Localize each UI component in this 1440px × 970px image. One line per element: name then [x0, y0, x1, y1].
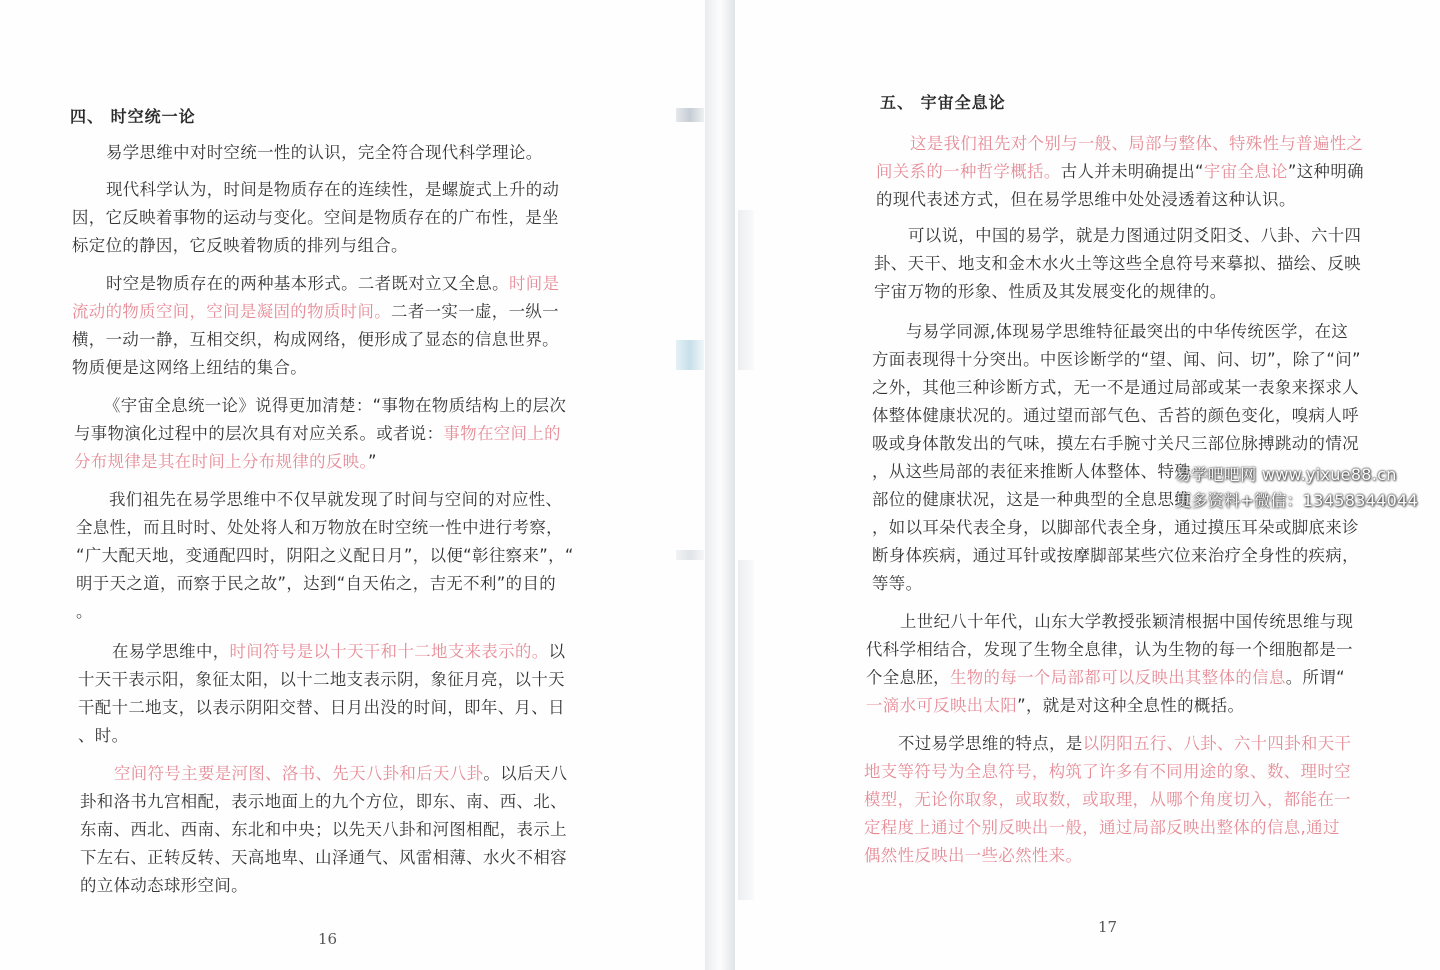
highlighted-text: 空间符号主要是河图、洛书、先天八卦和后天八卦: [114, 764, 484, 783]
text-line: [80, 872, 567, 900]
highlighted-text: 时间是: [508, 274, 560, 293]
highlighted-text: 生物的每一个局部都可以反映出其整体的信息: [949, 668, 1286, 687]
body-text: 全息性，而且时时、处处将人和万物放在时空统一性中进行考察，: [76, 518, 563, 537]
paragraph: [72, 176, 559, 260]
body-text: 体整体健康状况的。通过望而部气色、舌苔的颜色变化，嗅病人呼: [872, 406, 1359, 425]
text-line: [876, 158, 1364, 186]
paragraph: [80, 760, 567, 900]
body-text: 代科学相结合，发现了生物全息律，认为生物的每一个细胞都是一: [866, 640, 1353, 659]
text-line: [866, 636, 1353, 664]
body-text: ”: [368, 452, 377, 471]
highlighted-text: 这是我们祖先对个别与一般、局部与整体、特殊性与普遍性之: [910, 134, 1364, 153]
text-line: [872, 570, 1361, 598]
text-line: [80, 788, 567, 816]
text-line: [872, 430, 1361, 458]
text-line: [72, 298, 559, 326]
body-text: 。: [76, 602, 93, 621]
paragraph: [106, 139, 543, 167]
body-text: 下左右、正转反转、天高地卑、山泽通气、风雷相薄、水火不相容: [80, 848, 567, 867]
body-text: 十天干表示阳，象征太阳，以十二地支表示阴，象征月亮，以十天: [78, 670, 565, 689]
highlighted-text: 时间符号是以十天干和十二地支来表示的。: [229, 642, 549, 661]
text-line: [72, 270, 559, 298]
text-line: [872, 346, 1361, 374]
paragraph: [872, 318, 1361, 598]
text-line: [866, 608, 1353, 636]
text-line: [80, 816, 567, 844]
text-line: [78, 666, 565, 694]
body-text: 个全息胚，: [866, 668, 950, 687]
gutter-scan-mark: [676, 340, 704, 370]
body-text: 二者一实一虚，一纵一: [391, 302, 559, 321]
paragraph: [72, 270, 559, 382]
paragraph: [76, 486, 574, 626]
text-line: [76, 570, 574, 598]
highlighted-text: 一滴水可反映出太阳: [866, 696, 1018, 715]
highlighted-text: 模型，无论你取象，或取数，或取理，从哪个角度切入，都能在一: [864, 790, 1351, 809]
text-line: [80, 844, 567, 872]
page-edge-shadow: [738, 560, 754, 900]
text-line: [864, 814, 1351, 842]
body-text: 方面表现得十分突出。中医诊断学的“望、闻、问、切”，除了“问”: [872, 350, 1361, 369]
paragraph: [74, 392, 566, 476]
body-text: 的立体动态球形空间。: [80, 876, 248, 895]
body-text: 横，一动一静，互相交织，构成网络，便形成了显态的信息世界。: [72, 330, 559, 349]
body-text: 吸或身体散发出的气味，摸左右手腕寸关尺三部位脉搏跳动的情况: [872, 434, 1359, 453]
body-text: 、时。: [78, 726, 129, 745]
body-text: 标定位的静因，它反映着物质的排列与组合。: [72, 236, 408, 255]
text-line: [72, 354, 559, 382]
body-text: 与易学同源,体现易学思维特征最突出的中华传统医学，在这: [906, 322, 1349, 341]
text-line: [864, 730, 1351, 758]
body-text: 。所谓“: [1285, 668, 1346, 687]
body-text: 东南、西北、西南、东北和中央；以先天八卦和河图相配，表示上: [80, 820, 567, 839]
highlighted-text: 定程度上通过个别反映出一般，通过局部反映出整体的信息,通过: [864, 818, 1340, 837]
text-line: [874, 278, 1361, 306]
highlighted-text: 偶然性反映出一些必然性来。: [864, 846, 1083, 865]
text-line: [76, 486, 574, 514]
text-line: [866, 664, 1353, 692]
text-line: [874, 222, 1361, 250]
text-line: [74, 448, 566, 476]
body-text: 易学思维中对时空统一性的认识，完全符合现代科学理论。: [106, 143, 543, 162]
body-text: 与事物演化过程中的层次具有对应关系。或者说：: [74, 424, 444, 443]
body-text: 等等。: [872, 574, 923, 593]
text-line: [72, 176, 559, 204]
body-text: ”这种明确: [1287, 162, 1364, 181]
body-text: 物质便是这网络上纽结的集合。: [72, 358, 308, 377]
paragraph: [864, 730, 1351, 870]
highlighted-text: 间关系的一种哲学概括。: [876, 162, 1061, 181]
page-number-left: 16: [318, 930, 338, 948]
body-text: 。以后天八: [483, 764, 568, 783]
text-line: [866, 692, 1353, 720]
text-line: [864, 842, 1351, 870]
body-text: 时空是物质存在的两种基本形式。二者既对立又全息。: [106, 274, 509, 293]
text-line: [872, 542, 1361, 570]
highlighted-text: 地支等符号为全息符号，构筑了许多有不同用途的象、数、理时空: [864, 762, 1351, 781]
highlighted-text: 宇宙全息论: [1203, 162, 1288, 181]
body-text: ”，就是对这种全息性的概括。: [1017, 696, 1245, 715]
text-line: [74, 420, 566, 448]
text-line: [74, 392, 566, 420]
body-text: 因，它反映着事物的运动与变化。空间是物质存在的广布性，是坐: [72, 208, 559, 227]
body-text: 明于天之道，而察于民之故”，达到“自天佑之，吉无不利”的目的: [76, 574, 557, 593]
body-text: “广大配天地，变通配四时，阴阳之义配日月”，以便“彰往察来”，“: [76, 546, 574, 565]
body-text: 古人并未明确提出“: [1060, 162, 1204, 181]
body-text: 宇宙万物的形象、性质及其发展变化的规律的。: [874, 282, 1227, 301]
text-line: [876, 186, 1364, 214]
text-line: [872, 402, 1361, 430]
text-line: [78, 722, 565, 750]
text-line: [872, 318, 1361, 346]
text-line: [864, 786, 1351, 814]
body-text: ，如以耳朵代表全身，以脚部代表全身，通过摸压耳朵或脚底来诊: [872, 518, 1359, 537]
text-line: [864, 758, 1351, 786]
page-number-right: 17: [1098, 918, 1118, 936]
text-line: [72, 232, 559, 260]
body-text: 《宇宙全息统一论》说得更加清楚：“事物在物质结构上的层次: [104, 396, 567, 415]
paragraph: [874, 222, 1361, 306]
paragraph: [78, 638, 565, 750]
watermark-contact: 更多资料+微信：13458344044: [1175, 491, 1419, 510]
highlighted-text: 分布规律是其在时间上分布规律的反映。: [74, 452, 369, 471]
section-heading-spacetime: 四、 时空统一论: [70, 107, 196, 126]
body-text: 上世纪八十年代，山东大学教授张颖清根据中国传统思维与现: [900, 612, 1354, 631]
gutter-scan-mark: [676, 550, 704, 560]
text-line: [72, 204, 559, 232]
body-text: 断身体疾病，通过耳针或按摩脚部某些穴位来治疗全身性的疾病，: [872, 546, 1359, 565]
watermark-site: 易学吧吧网 www.yixue88.cn: [1175, 465, 1397, 484]
body-text: 在易学思维中，: [112, 642, 230, 661]
gutter-scan-mark: [676, 108, 704, 122]
body-text: 干配十二地支，以表示阴阳交替、日月出没的时间，即年、月、日: [78, 698, 565, 717]
page-edge-shadow: [738, 210, 754, 370]
paragraph: [866, 608, 1353, 720]
text-line: [80, 760, 567, 788]
highlighted-text: 事物在空间上的: [443, 424, 561, 443]
text-line: [76, 514, 574, 542]
text-line: [872, 514, 1361, 542]
body-text: 部位的健康状况，这是一种典型的全息思维: [872, 490, 1192, 509]
text-line: [106, 139, 543, 167]
text-line: [76, 598, 574, 626]
body-text: 我们祖先在易学思维中不仅早就发现了时间与空间的对应性、: [109, 490, 563, 509]
text-line: [76, 542, 574, 570]
body-text: 不过易学思维的特点，是: [898, 734, 1083, 753]
paragraph: [876, 130, 1364, 214]
text-line: [72, 326, 559, 354]
text-line: [876, 130, 1364, 158]
text-line: [78, 694, 565, 722]
book-gutter: [705, 0, 735, 970]
body-text: 可以说，中国的易学，就是力图通过阴爻阳爻、八卦、六十四: [908, 226, 1362, 245]
section-heading-holographic: 五、 宇宙全息论: [880, 93, 1006, 112]
body-text: 现代科学认为，时间是物质存在的连续性，是螺旋式上升的动: [106, 180, 560, 199]
text-line: [78, 638, 565, 666]
highlighted-text: 以阴阳五行、八卦、六十四卦和天干: [1082, 734, 1352, 753]
text-line: [874, 250, 1361, 278]
body-text: ，从这些局部的表征来推断人体整体、特殊: [872, 462, 1192, 481]
body-text: 卦、天干、地支和金木水火土等这些全息符号来摹拟、描绘、反映: [874, 254, 1361, 273]
body-text: 之外，其他三种诊断方式，无一不是通过局部或某一表象来探求人: [872, 378, 1359, 397]
body-text: 以: [548, 642, 566, 661]
text-line: [872, 374, 1361, 402]
body-text: 卦和洛书九宫相配，表示地面上的九个方位，即东、南、西、北、: [80, 792, 567, 811]
body-text: 的现代表述方式，但在易学思维中处处浸透着这种认识。: [876, 190, 1296, 209]
highlighted-text: 流动的物质空间，空间是凝固的物质时间。: [72, 302, 392, 321]
